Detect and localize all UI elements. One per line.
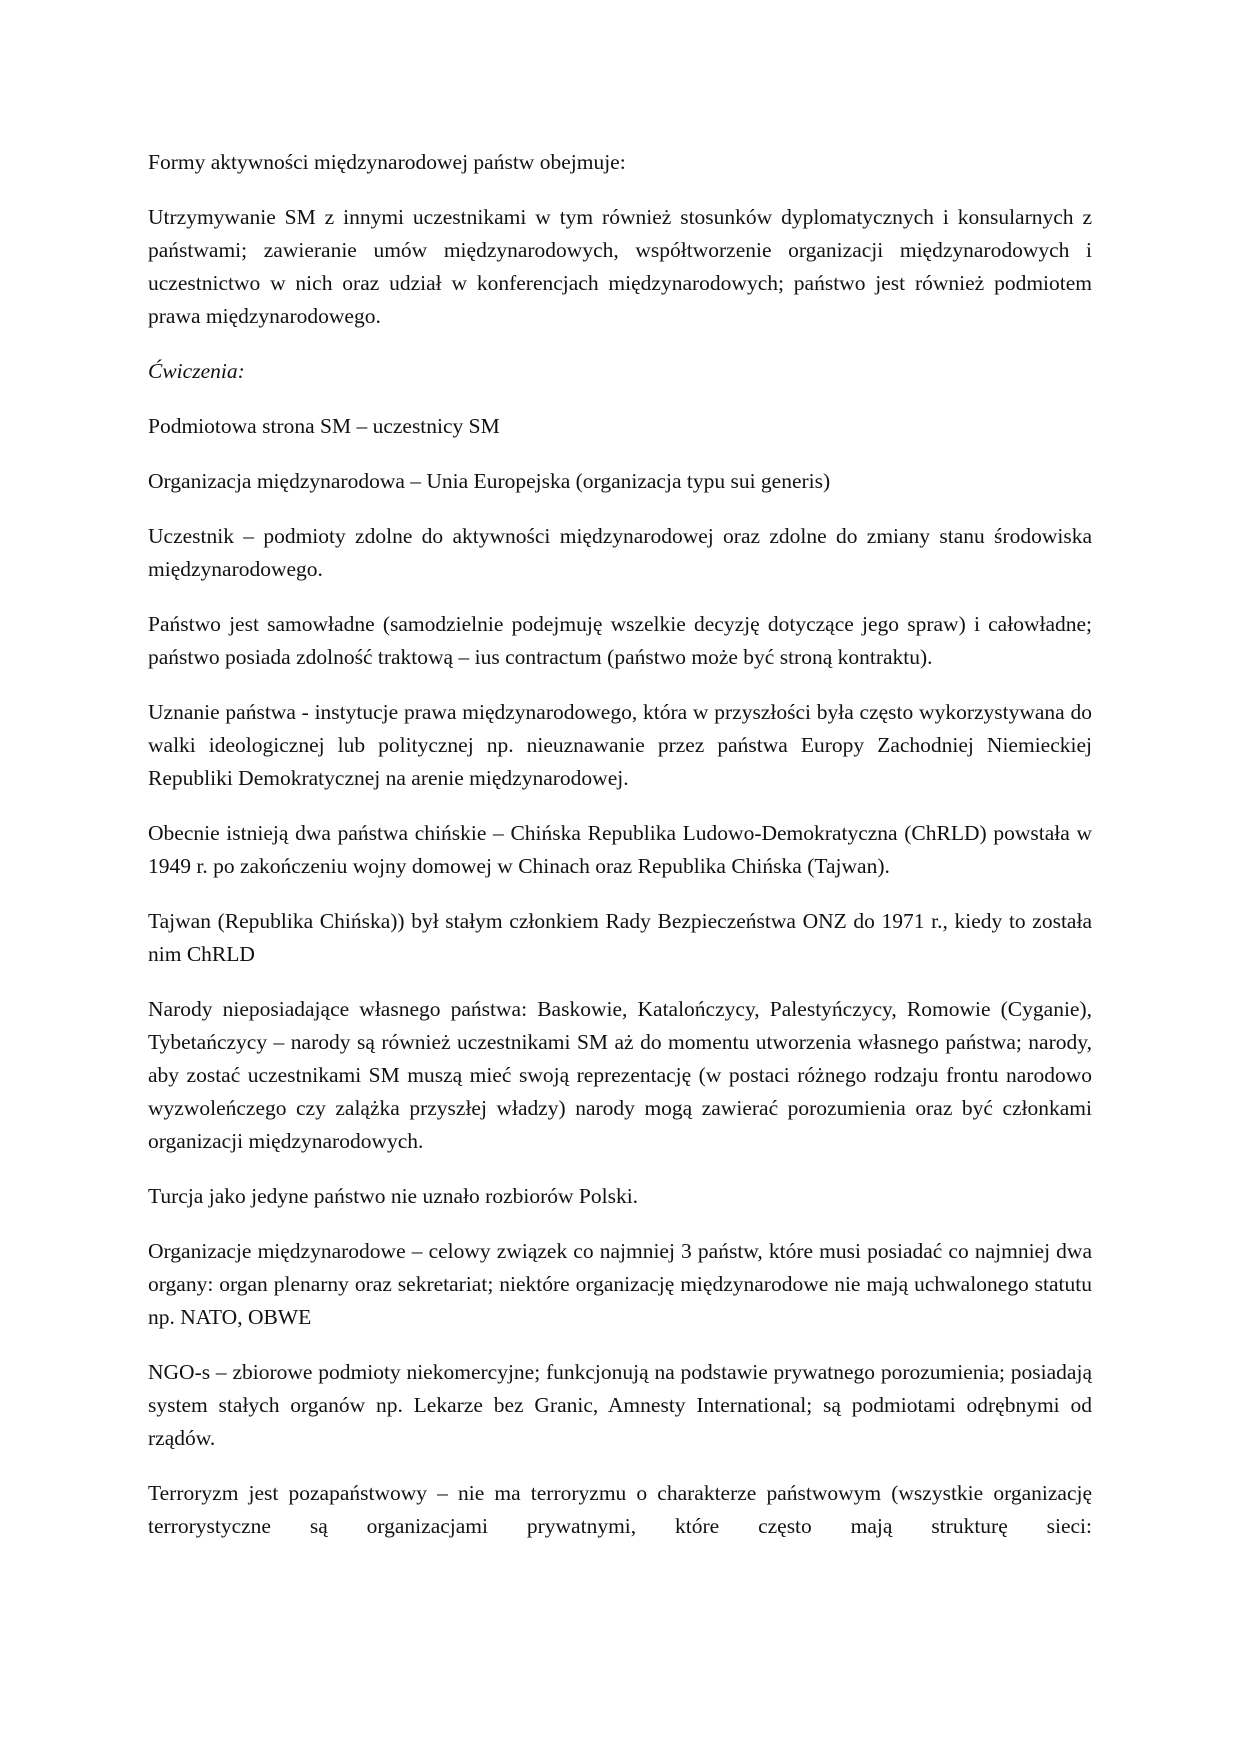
paragraph-taiwan: Tajwan (Republika Chińska)) był stałym członkiem Rady Bezpieczeństwa ONZ do 1971 r., kiedy to została nim ChRLD [148, 909, 1092, 966]
exercises-heading: Ćwiczenia: [148, 359, 245, 383]
paragraph-international-orgs: Organizacje międzynarodowe – celowy związek co najmniej 3 państw, które musi posiadać co najmniej dwa organy: organ plenarny oraz sekretariat; niektóre organizację międzynarodowe nie mają uchwalonego statutu np. NATO, OBWE [148, 1239, 1092, 1329]
paragraph-forms: Utrzymywanie SM z innymi uczestnikami w tym również stosunków dyplomatycznych i konsularnych z państwami; zawieranie umów międzynarodowych, współtworzenie organizacji międzynarodowych i uczestnictwo w nich oraz udział w konferencjach międzynarodowych; państwo jest również podmiotem prawa międzynarodowego. [148, 205, 1092, 328]
intro-heading: Formy aktywności międzynarodowej państw obejmuje: [148, 150, 626, 174]
paragraph-participant: Uczestnik – podmioty zdolne do aktywności międzynarodowej oraz zdolne do zmiany stanu środowiska międzynarodowego. [148, 524, 1092, 581]
paragraph-ngo: NGO-s – zbiorowe podmioty niekomercyjne; funkcjonują na podstawie prywatnego porozumienia; posiadają system stałych organów np. Lekarze bez Granic, Amnesty International; są podmiotami odrębnymi od rządów. [148, 1360, 1092, 1450]
paragraph-terrorism: Terroryzm jest pozapaństwowy – nie ma terroryzmu o charakterze państwowym (wszystkie organizację terrorystyczne są organizacjami prywatnymi, które często mają strukturę sieci: [148, 1481, 1092, 1538]
paragraph-recognition: Uznanie państwa - instytucje prawa międzynarodowego, która w przyszłości była często wykorzystywana do walki ideologicznej lub politycznej np. nieuznawanie przez państwa Europy Zachodniej Niemieckiej Republiki Demokratycznej na arenie międzynarodowej. [148, 700, 1092, 790]
paragraph-subject: Podmiotowa strona SM – uczestnicy SM [148, 414, 500, 438]
paragraph-china: Obecnie istnieją dwa państwa chińskie – Chińska Republika Ludowo-Demokratyczna (ChRLD) powstała w 1949 r. po zakończeniu wojny domowej w Chinach oraz Republika Chińska (Tajwan). [148, 821, 1092, 878]
paragraph-nations: Narody nieposiadające własnego państwa: Baskowie, Katalończycy, Palestyńczycy, Romowie (Cyganie), Tybetańczycy – narody są również uczestnikami SM aż do momentu utworzenia własnego państwa; narody, aby zostać uczestnikami SM muszą mieć swoją reprezentację (w postaci różnego rodzaju frontu narodowo wyzwoleńczego czy zalążka przyszłej władzy) narody mogą zawierać porozumienia oraz być członkami organizacji międzynarodowych. [148, 997, 1092, 1153]
paragraph-state: Państwo jest samowładne (samodzielnie podejmuję wszelkie decyzję dotyczące jego spraw) i całowładne; państwo posiada zdolność traktową – ius contractum (państwo może być stroną kontraktu). [148, 612, 1092, 669]
paragraph-organization: Organizacja międzynarodowa – Unia Europejska (organizacja typu sui generis) [148, 469, 831, 493]
document-page [148, 146, 1092, 1565]
paragraph-turkey: Turcja jako jedyne państwo nie uznało rozbiorów Polski. [148, 1184, 639, 1208]
